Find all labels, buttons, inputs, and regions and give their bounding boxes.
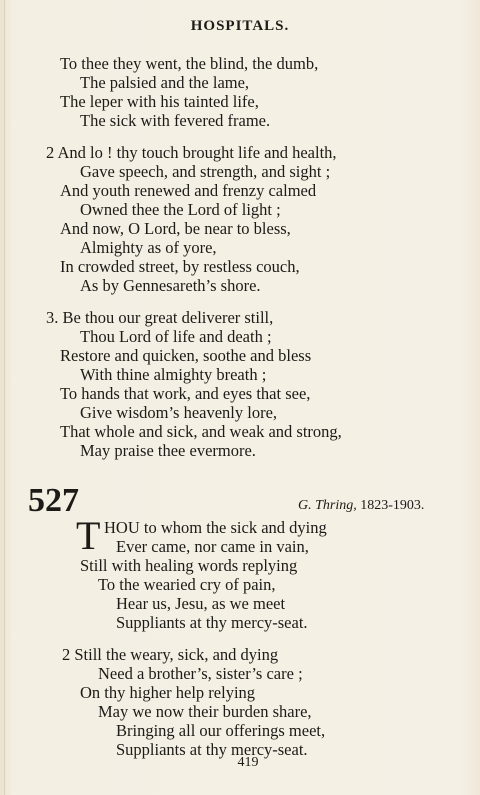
verse-line: Need a brother’s, sister’s care ; xyxy=(98,664,303,683)
verse-line: Gave speech, and strength, and sight ; xyxy=(80,162,331,181)
verse-line: 3. Be thou our great deliverer still, xyxy=(46,308,274,327)
verse-line: To the wearied cry of pain, xyxy=(98,575,276,594)
verse-line: Still with healing words replying xyxy=(80,556,298,575)
verse-line: Suppliants at thy mercy-seat. xyxy=(116,613,308,632)
verse-line: Thou Lord of life and death ; xyxy=(80,327,272,346)
verse-line: With thine almighty breath ; xyxy=(80,365,267,384)
verse-line: The palsied and the lame, xyxy=(80,73,250,92)
verse-line: In crowded street, by restless couch, xyxy=(60,257,300,276)
verse-line: On thy higher help relying xyxy=(80,683,256,702)
verse-line: Hear us, Jesu, as we meet xyxy=(116,594,286,613)
page-header: HOSPITALS. xyxy=(190,18,290,34)
verse-line: The sick with fevered frame. xyxy=(80,111,271,130)
hymn-attribution xyxy=(298,498,424,514)
verse-line: 2 Still the weary, sick, and dying xyxy=(62,645,279,664)
drop-cap: T xyxy=(76,513,101,558)
verse-line: Almighty as of yore, xyxy=(80,238,217,257)
verse-line: To hands that work, and eyes that see, xyxy=(60,384,311,403)
verse-line: HOU to whom the sick and dying xyxy=(104,518,327,537)
verse-line: As by Gennesareth’s shore. xyxy=(80,276,261,295)
page-number: 419 xyxy=(237,755,259,770)
verse-line: May we now their burden share, xyxy=(98,702,312,721)
verse-line: Owned thee the Lord of light ; xyxy=(80,200,281,219)
verse-line: Give wisdom’s heavenly lore, xyxy=(80,403,278,422)
page-edge-line xyxy=(4,0,5,795)
verse-line: Bringing all our offerings meet, xyxy=(116,721,326,740)
hymn-author-dates: 1823-1903. xyxy=(356,498,425,513)
hymn-author: G. Thring, xyxy=(298,498,357,513)
verse-line: Ever came, nor came in vain, xyxy=(116,537,309,556)
verse-line: The leper with his tainted life, xyxy=(60,92,259,111)
verse-line: Suppliants at thy mercy-seat. xyxy=(116,740,308,759)
verse-line: To thee they went, the blind, the dumb, xyxy=(60,54,319,73)
verse-line: May praise thee evermore. xyxy=(80,441,256,460)
verse-line: 2 And lo ! thy touch brought life and health, xyxy=(46,143,337,162)
hymn-number: 527 xyxy=(28,482,79,519)
verse-line: And youth renewed and frenzy calmed xyxy=(60,181,317,200)
verse-line: Restore and quicken, soothe and bless xyxy=(60,346,312,365)
verse-line: That whole and sick, and weak and strong, xyxy=(60,422,342,441)
verse-line: And now, O Lord, be near to bless, xyxy=(60,219,291,238)
